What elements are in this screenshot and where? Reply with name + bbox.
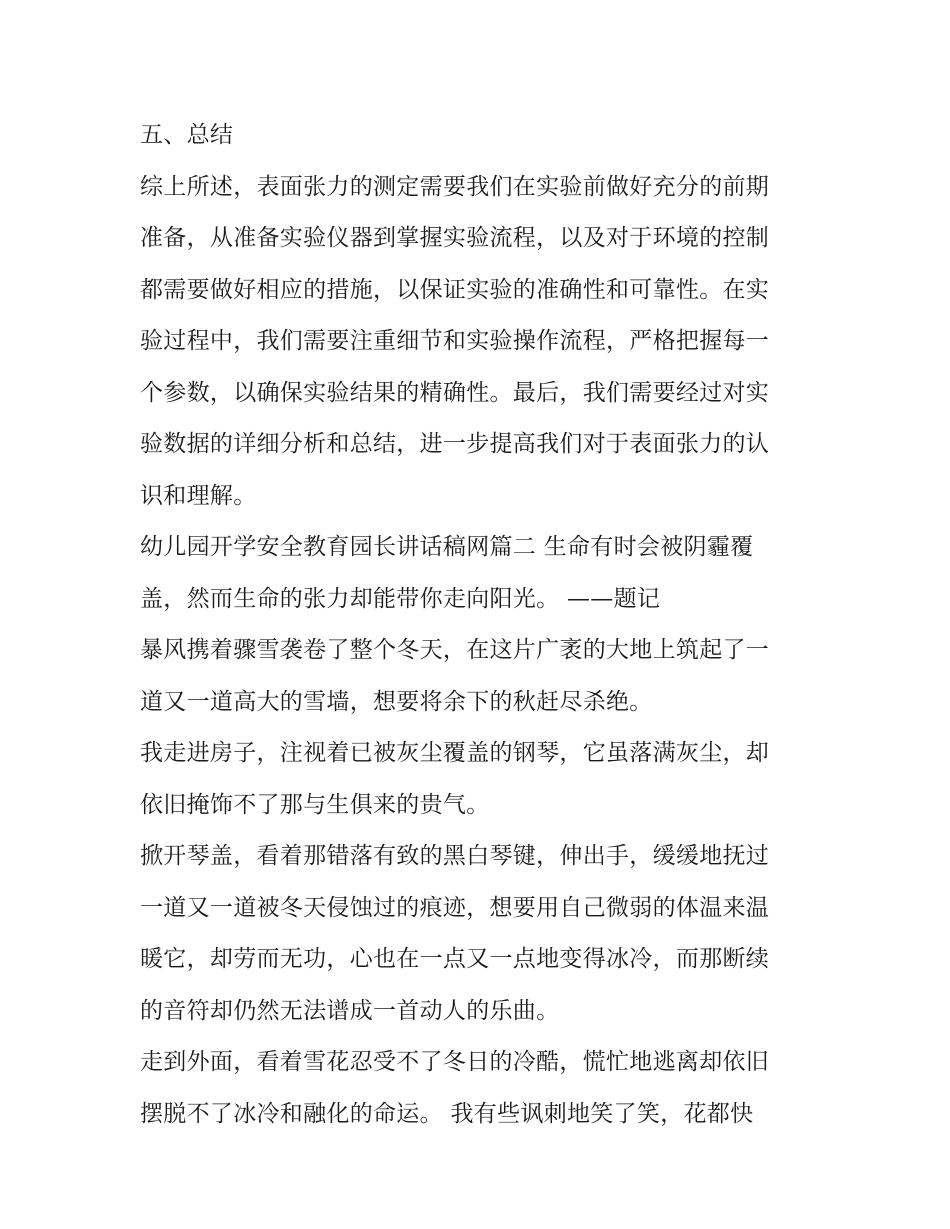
section-heading: 五、总结 <box>140 122 234 148</box>
text-line: 盖，然而生命的张力却能带你走向阳光。 ——题记 <box>140 585 661 612</box>
text-line: 一道又一道被冬天侵蚀过的痕迹，想要用自己微弱的体温来温 <box>140 894 770 921</box>
text-line: 验数据的详细分析和总结，进一步提高我们对于表面张力的认 <box>140 431 770 457</box>
text-line: 都需要做好相应的措施，以保证实验的准确性和可靠性。在实 <box>140 276 770 303</box>
text-line: 准备，从准备实验仪器到掌握实验流程，以及对于环境的控制 <box>140 225 770 251</box>
text-line: 个参数，以确保实验结果的精确性。最后，我们需要经过对实 <box>140 379 770 406</box>
text-line: 掀开琴盖，看着那错落有致的黑白琴键，伸出手，缓缓地抚过 <box>140 843 770 869</box>
text-line: 暴风携着骤雪袭卷了整个冬天，在这片广袤的大地上筑起了一 <box>140 637 770 663</box>
text-line: 依旧掩饰不了那与生俱来的贵气。 <box>140 791 490 818</box>
text-line: 验过程中，我们需要注重细节和实验操作流程，严格把握每一 <box>140 328 770 354</box>
text-line: 幼儿园开学安全教育园长讲话稿网篇二 生命有时会被阴霾覆 <box>140 534 754 560</box>
text-line: 我走进房子，注视着已被灰尘覆盖的钢琴，它虽落满灰尘，却 <box>140 740 770 766</box>
text-line: 的音符却仍然无法谱成一首动人的乐曲。 <box>140 997 560 1024</box>
text-line: 识和理解。 <box>140 482 257 509</box>
text-line: 综上所述，表面张力的测定需要我们在实验前做好充分的前期 <box>140 173 770 200</box>
text-line: 暖它，却劳而无功，心也在一点又一点地变得冰冷，而那断续 <box>140 946 770 972</box>
text-line: 道又一道高大的雪墙，想要将余下的秋赶尽杀绝。 <box>140 688 653 715</box>
text-line: 走到外面，看着雪花忍受不了冬日的冷酷，慌忙地逃离却依旧 <box>140 1049 770 1075</box>
document-body <box>140 110 820 1140</box>
text-line: 摆脱不了冰冷和融化的命运。 我有些讽刺地笑了笑，花都快 <box>140 1100 754 1127</box>
